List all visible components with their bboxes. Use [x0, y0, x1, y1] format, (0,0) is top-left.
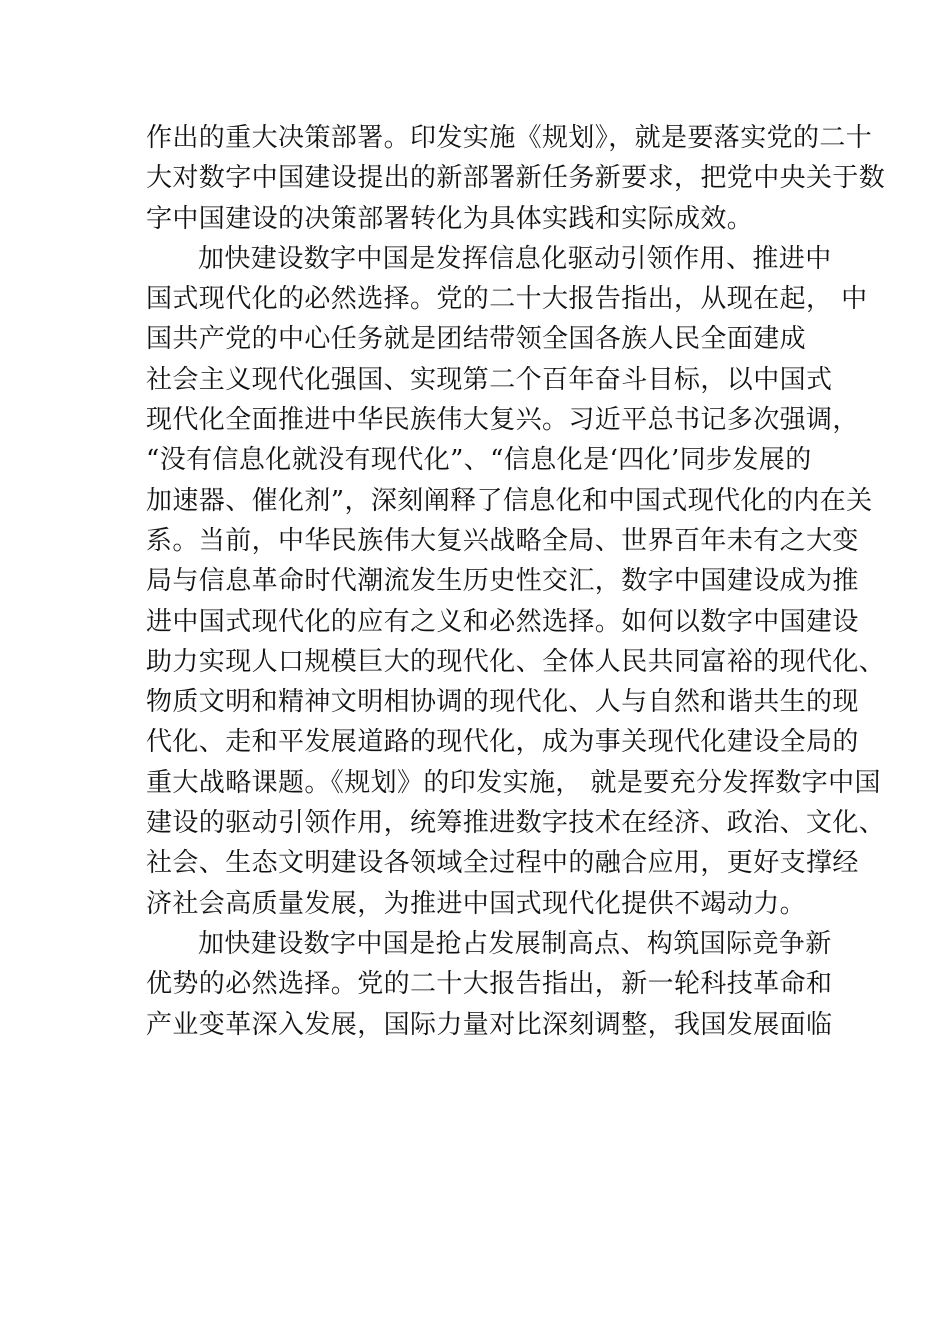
text-line: 社会主义现代化强国、实现第二个百年奋斗目标，以中国式 — [146, 364, 833, 395]
text-line: 产业变革深入发展，国际力量对比深刻调整，我国发展面临 — [146, 1009, 833, 1040]
text-line: 物质文明和精神文明相协调的现代化、人与自然和谐共生的现 — [146, 687, 859, 718]
text-line: 加速器、催化剂”，深刻阐释了信息化和中国式现代化的内在关 — [146, 485, 873, 516]
text-line: 局与信息革命时代潮流发生历史性交汇，数字中国建设成为推 — [146, 566, 859, 597]
text-line: 重大战略课题。《规划》的印发实施， 就是要充分发挥数字中国 — [146, 767, 881, 798]
text-line: 作出的重大决策部署。印发实施《规划》，就是要落实党的二十 — [146, 123, 873, 153]
text-line: 助力实现人口规模巨大的现代化、全体人民共同富裕的现代化、 — [146, 646, 886, 677]
text-line: 系。当前，中华民族伟大复兴战略全局、世界百年未有之大变 — [146, 525, 859, 556]
text-line: 建设的驱动引领作用，统筹推进数字技术在经济、政治、文化、 — [146, 808, 886, 839]
text-line: 优势的必然选择。党的二十大报告指出，新一轮科技革命和 — [146, 969, 833, 1000]
text-line: 济社会高质量发展，为推进中国式现代化提供不竭动力。 — [146, 888, 807, 919]
paragraph-first-line: 加快建设数字中国是抢占发展制高点、构筑国际竞争新 — [198, 928, 832, 959]
body-text — [146, 118, 886, 1045]
text-line: 字中国建设的决策部署转化为具体实践和实际成效。 — [146, 203, 754, 234]
text-line: 社会、生态文明建设各领域全过程中的融合应用，更好支撑经 — [146, 848, 859, 879]
text-line: “没有信息化就没有现代化”、“信息化是‘四化’同步发展的 — [146, 445, 812, 476]
text-line: 国共产党的中心任务就是团结带领全国各族人民全面建成 — [146, 324, 807, 355]
text-line: 现代化全面推进中华民族伟大复兴。习近平总书记多次强调， — [146, 405, 859, 436]
text-line: 大对数字中国建设提出的新部署新任务新要求，把党中央关于数 — [146, 163, 886, 194]
paragraph-first-line: 加快建设数字中国是发挥信息化驱动引领作用、推进中 — [198, 243, 832, 274]
text-line: 进中国式现代化的应有之义和必然选择。如何以数字中国建设 — [146, 606, 859, 637]
text-line: 代化、走和平发展道路的现代化，成为事关现代化建设全局的 — [146, 727, 859, 758]
text-line: 国式现代化的必然选择。党的二十大报告指出，从现在起， 中 — [146, 284, 868, 315]
